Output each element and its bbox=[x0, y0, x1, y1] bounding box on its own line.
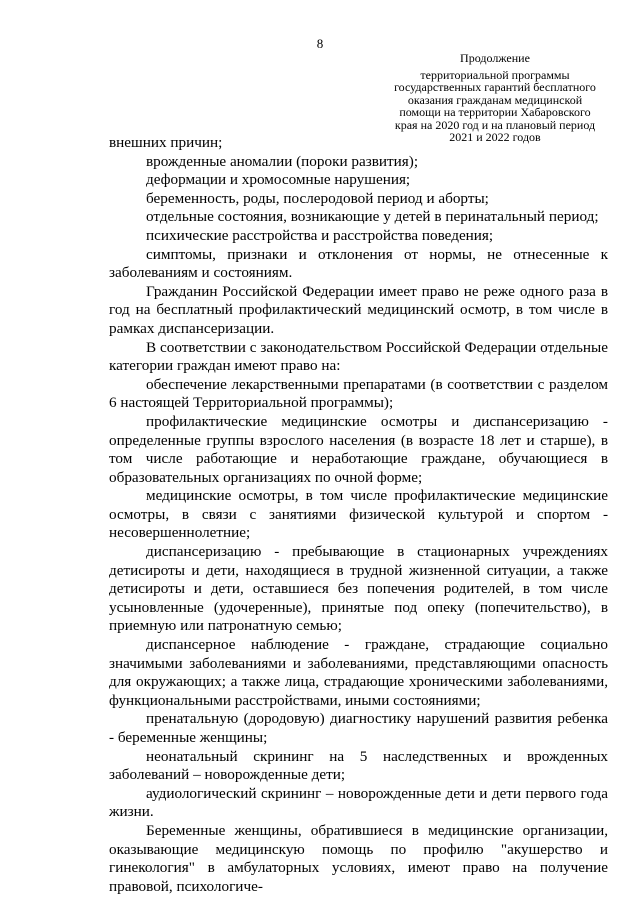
paragraph: внешних причин; bbox=[109, 134, 223, 151]
paragraph: деформации и хромосомные нарушения; bbox=[146, 171, 411, 189]
paragraph: аудиологический скрининг – новорожденные дети и дети первого года жизни. bbox=[109, 784, 608, 821]
paragraph: симптомы, признаки и отклонения от нормы, не отнесенные к заболеваниям и состояниям. bbox=[109, 245, 608, 282]
page-number: 8 bbox=[316, 36, 324, 51]
header-line: территориальной программы bbox=[420, 67, 570, 82]
paragraph: В соответствии с законодательством Российской Федерации отдельные категории граждан имеют право на: bbox=[109, 338, 608, 375]
paragraph: отдельные состояния, возникающие у детей в перинатальный период; bbox=[146, 208, 599, 226]
paragraph: беременность, роды, послеродовой период и аборты; bbox=[146, 189, 489, 207]
paragraph: неонатальный скрининг на 5 наследственных и врожденных заболеваний – новорожденные дети; bbox=[109, 747, 608, 784]
header-line: края на 2020 год и на плановый период bbox=[394, 117, 596, 132]
paragraph: медицинские осмотры, в том числе профилактические медицинские осмотры, в связи с занятиями физической культурой и спортом - несовершеннолетние; bbox=[109, 487, 608, 542]
paragraph: обеспечение лекарственными препаратами (в соответствии с разделом 6 настоящей Территориальной программы); bbox=[109, 375, 608, 412]
paragraph: врожденные аномалии (пороки развития); bbox=[146, 152, 419, 170]
document-body bbox=[109, 134, 608, 896]
continuation-header bbox=[380, 52, 610, 144]
paragraph: пренатальную (дородовую) диагностику нарушений развития ребенка - беременные женщины; bbox=[109, 710, 608, 746]
continuation-label: Продолжение bbox=[460, 51, 530, 65]
header-line: 2021 и 2022 годов bbox=[449, 130, 541, 144]
header-line: государственных гарантий бесплатного bbox=[394, 80, 596, 94]
paragraph: диспансеризацию - пребывающие в стационарных учреждениях детисироты и дети, находящиеся в трудной жизненной ситуации, а также детисироты и дети, оставшиеся без попечения родителей, в том числе усыновленные (удочеренные), принятые под опеку (попечительство), в приемную или патронатную семью; bbox=[109, 543, 608, 635]
paragraph: диспансерное наблюдение - граждане, страдающие социально значимыми заболеваниями и заболеваниями, представляющими опасность для окружающих; а также лица, страдающие хроническими заболеваниями, функциональными расстройствами, иными состояниями; bbox=[109, 636, 608, 709]
paragraph: Беременные женщины, обратившиеся в медицинские организации, оказывающие медицинскую помощь по профилю "акушерство и гинекология" в амбулаторных условиях, имеют право на получение правовой, психологиче- bbox=[109, 821, 608, 895]
header-line: оказания гражданам медицинской bbox=[407, 92, 583, 107]
paragraph: Гражданин Российской Федерации имеет право не реже одного раза в год на бесплатный профилактический медицинский осмотр, в том числе в рамках диспансеризации. bbox=[109, 282, 608, 337]
paragraph: психические расстройства и расстройства поведения; bbox=[146, 226, 494, 244]
paragraph: профилактические медицинские осмотры и диспансеризацию - определенные группы взрослого населения (в возрасте 18 лет и старше), в том числе работающие и неработающие граждане, обучающиеся в образовательных организациях по очной форме; bbox=[109, 412, 608, 486]
header-line: помощи на территории Хабаровского bbox=[399, 105, 591, 119]
